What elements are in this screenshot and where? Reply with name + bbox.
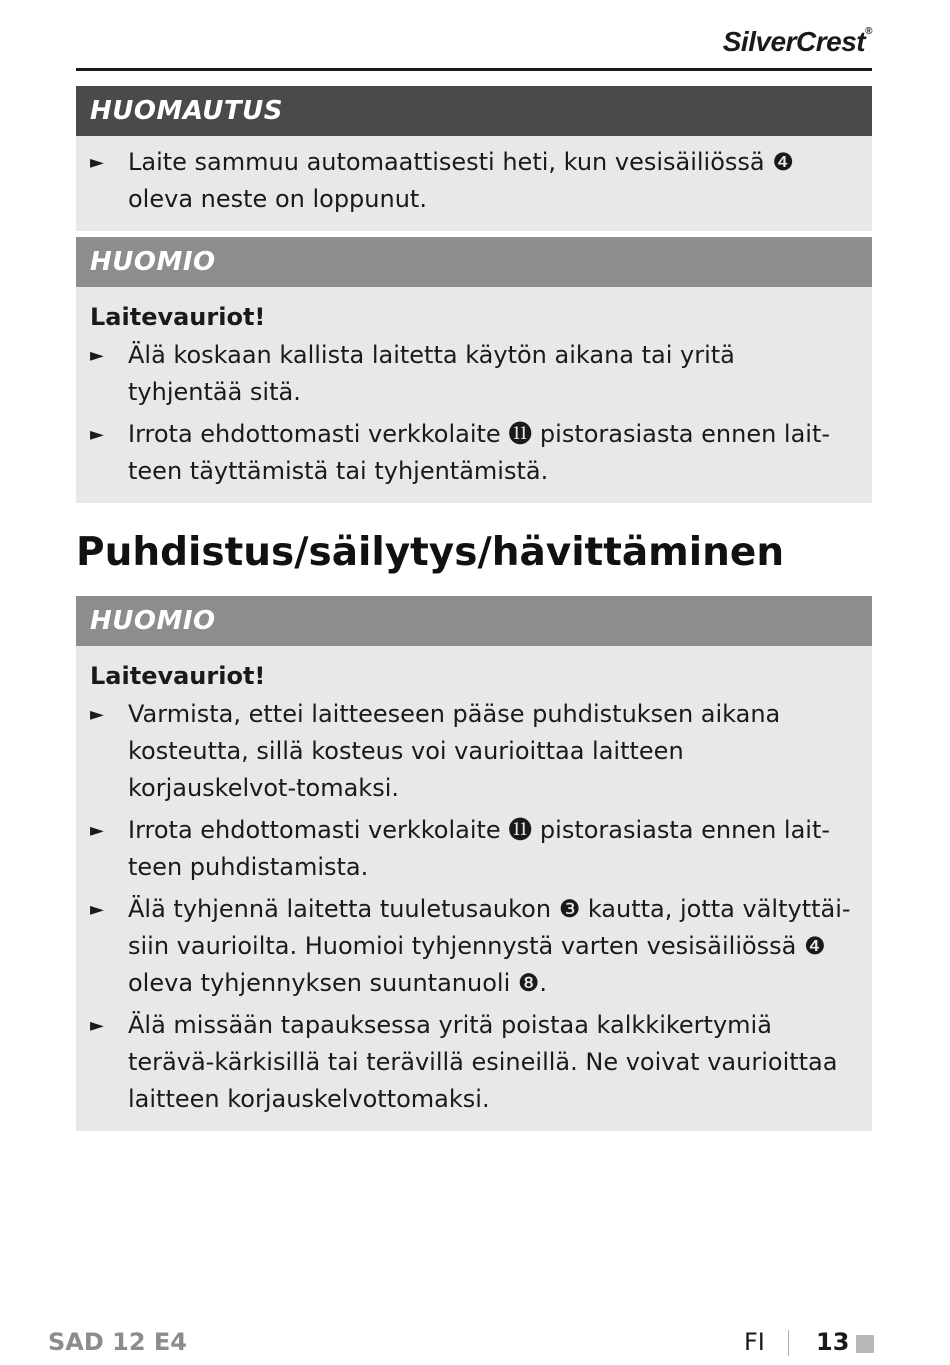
caution-subtitle: Laitevauriot! [90,303,266,331]
list-item: ► Älä missään tapauksessa yritä poistaa kalkkikertymiä terävä-kärkisillä tai terävillä esineillä. Ne voivat vaurioittaa laitteen korjauskelvottomaksi. [90,1007,856,1118]
bullet-arrow-icon: ► [90,1015,104,1036]
bullet-arrow-icon: ► [90,345,104,366]
caution-box-1 [76,237,872,503]
caution-title: HUOMIO [76,237,872,287]
list-item: ► Varmista, ettei laitteeseen pääse puhdistuksen aikana kosteutta, sillä kosteus voi vaurioittaa laitteen korjauskelvot-tomaksi. [90,696,856,807]
footer-divider [788,1330,789,1356]
header-rule [76,68,872,71]
page-number: 13 [816,1328,850,1356]
bullet-arrow-icon: ► [90,899,104,920]
list-item: ► Älä koskaan kallista laitetta käytön aikana tai yritä tyhjentää sitä. [90,337,856,411]
footer-language: FI [744,1328,765,1356]
list-item: ► Irrota ehdottomasti verkkolaite ⓫ pistorasiasta ennen lait-teen täyttämistä tai tyhjentämistä. [90,416,856,490]
section-title: Puhdistus/säilytys/hävittäminen [76,530,785,575]
notice-box [76,86,872,231]
bullet-arrow-icon: ► [90,704,104,725]
list-item: ► Älä tyhjennä laitetta tuuletusaukon ❸ kautta, jotta vältyttäi-siin vaurioilta. Huomioi tyhjennystä varten vesisäiliössä ❹ oleva tyhjennyksen suuntanuoli ❽. [90,891,856,1002]
notice-title: HUOMAUTUS [76,86,872,136]
brand-logo: SilverCrest® [722,26,872,57]
footer-model: SAD 12 E4 [48,1328,187,1356]
bullet-arrow-icon: ► [90,152,104,173]
caution-box-2 [76,596,872,1131]
bullet-arrow-icon: ► [90,820,104,841]
list-item: ► Laite sammuu automaattisesti heti, kun vesisäiliössä ❹ oleva neste on loppunut. [90,144,856,218]
bullet-arrow-icon: ► [90,424,104,445]
caution-title: HUOMIO [76,596,872,646]
list-item: ► Irrota ehdottomasti verkkolaite ⓫ pistorasiasta ennen lait-teen puhdistamista. [90,812,856,886]
caution-subtitle: Laitevauriot! [90,662,266,690]
square-marker-icon [856,1335,874,1353]
